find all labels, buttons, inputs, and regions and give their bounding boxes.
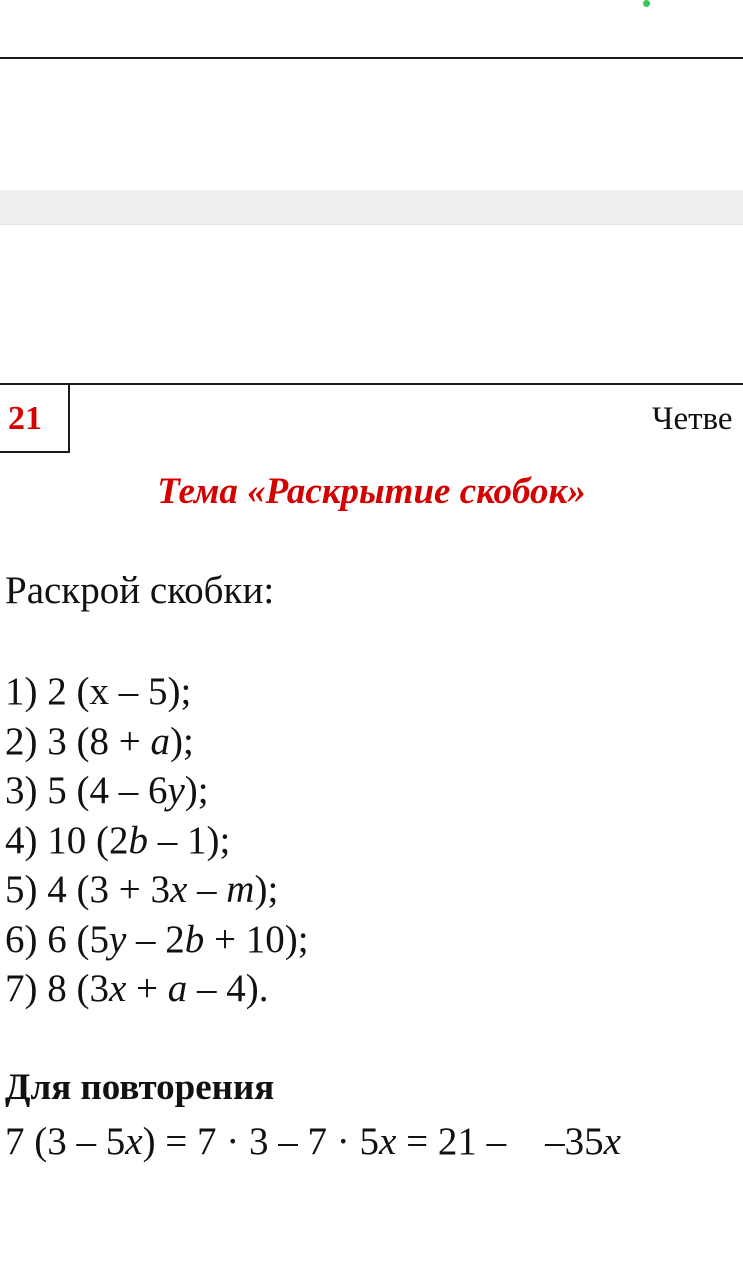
math-variable: y (108, 917, 127, 961)
exercise-item (5, 915, 309, 965)
page-gap-band (0, 190, 743, 225)
exercise-item (5, 717, 309, 767)
review-example (5, 1120, 621, 1164)
math-text: 4) 10 (2 (5, 818, 129, 862)
math-variable: x (108, 967, 127, 1010)
topic-title: Тема «Раскрытие скобок» (157, 471, 586, 512)
exercise-item (5, 766, 309, 816)
math-text: = 21 – –35 (396, 1120, 604, 1163)
math-text: 1) 2 (x – 5); (5, 670, 192, 713)
review-heading: Для повторения (5, 1067, 275, 1108)
math-text: ) = 7 · 3 – 7 · 5 (142, 1120, 380, 1163)
exercise-item (5, 865, 309, 915)
math-variable: x (125, 1120, 143, 1163)
math-variable: x (603, 1120, 621, 1163)
math-text: ); (169, 719, 194, 763)
math-variable: x (379, 1120, 397, 1163)
exercise-item (5, 964, 309, 1014)
page-header-text: Четве (652, 401, 733, 437)
math-text: 7) 8 (3 (5, 967, 109, 1010)
math-variable: m (226, 868, 255, 911)
page-number: 21 (8, 400, 42, 437)
instruction-text: Раскрой скобки: (5, 569, 275, 612)
math-text: 7 (3 – 5 (5, 1120, 126, 1163)
math-variable: b (128, 818, 148, 862)
math-variable: x (169, 868, 188, 911)
math-text: – 2 (126, 917, 185, 961)
math-text: – 1); (147, 818, 231, 862)
math-variable: a (150, 719, 170, 763)
math-text: 5) 4 (3 + 3 (5, 868, 170, 911)
math-text: 3) 5 (4 – 6 (5, 769, 168, 812)
math-variable: y (167, 769, 185, 812)
math-variable: b (184, 917, 205, 961)
math-text: – 4). (187, 967, 269, 1010)
exercise-item (5, 816, 309, 866)
status-indicator-dot (643, 0, 650, 7)
math-variable: a (167, 967, 188, 1010)
exercise-list (5, 667, 309, 1014)
top-divider (0, 57, 743, 59)
math-text: ); (184, 769, 209, 812)
math-text: 6) 6 (5 (5, 917, 109, 961)
math-text: + 10); (204, 917, 309, 961)
math-text: – (187, 868, 227, 911)
math-text: ); (254, 868, 279, 911)
exercise-item (5, 667, 309, 717)
page-header-rule (0, 383, 743, 385)
math-text: + (126, 967, 168, 1010)
math-text: 2) 3 (8 + (5, 719, 151, 763)
